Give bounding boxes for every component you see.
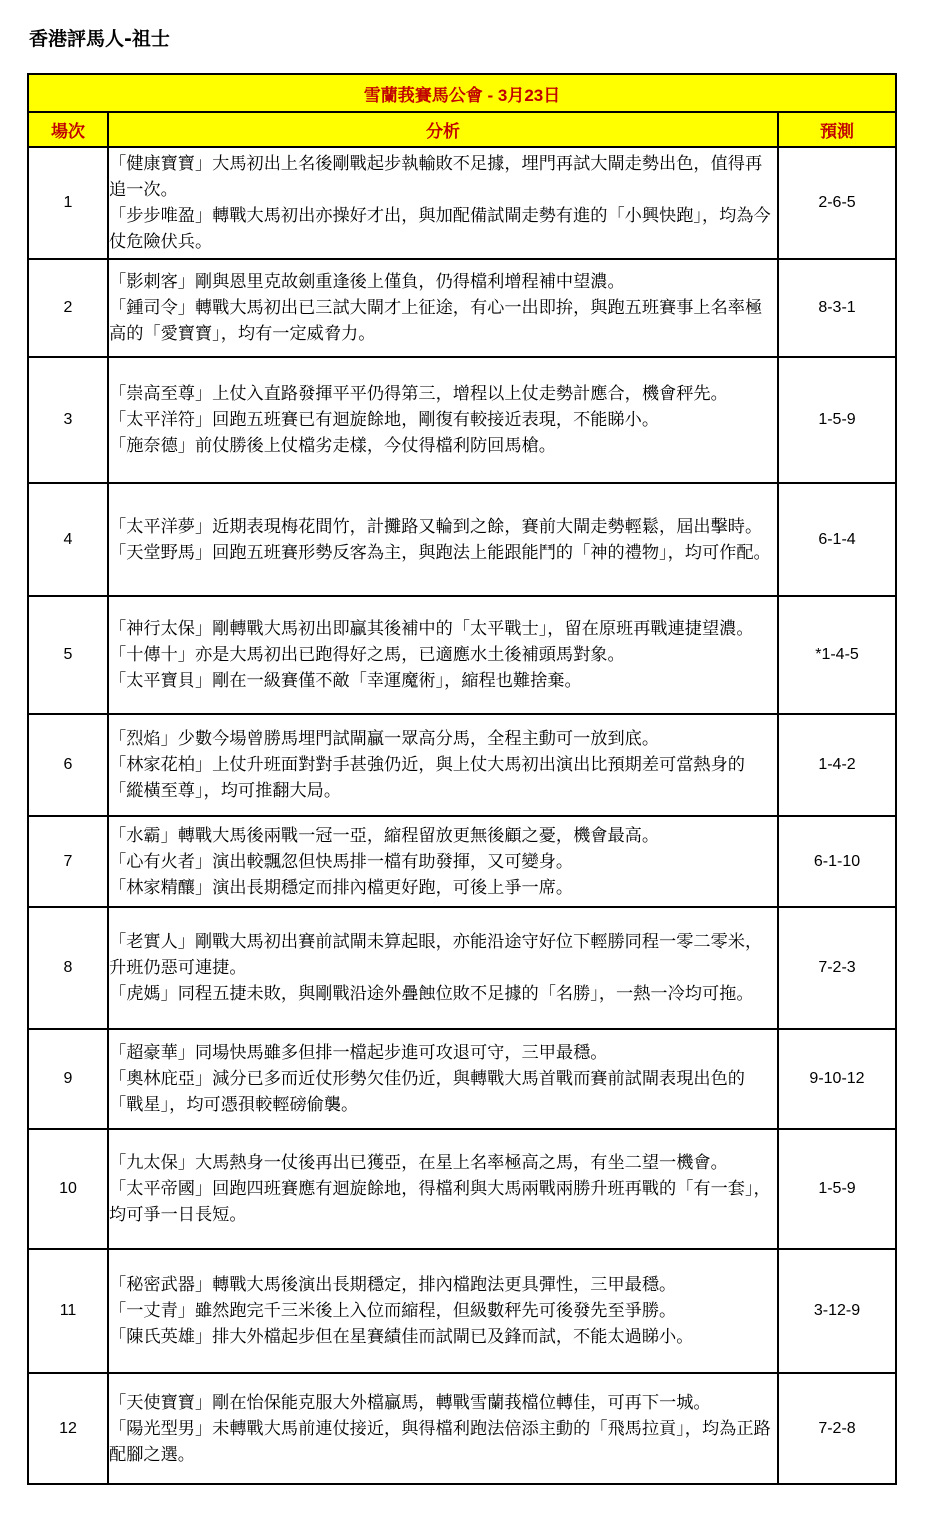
table-row	[28, 596, 896, 714]
analysis-line: 「天堂野馬」回跑五班賽形勢反客為主，與跑法上能跟能鬥的「神的禮物」，均可作配。	[109, 542, 771, 563]
race-prediction: 1-5-9	[778, 357, 896, 483]
race-prediction: 8-3-1	[778, 259, 896, 357]
header-prediction: 預測	[778, 112, 896, 147]
analysis-line: 「神行太保」剛轉戰大馬初出即贏其後補中的「太平戰士」，留在原班再戰連捷望濃。	[109, 619, 754, 639]
race-number: 8	[28, 907, 108, 1029]
race-number: 10	[28, 1129, 108, 1249]
analysis-line: 「老實人」剛戰大馬初出賽前試閘未算起眼，亦能沿途守好位下輕勝同程一零二零米，升班仍惡可連捷。	[109, 932, 763, 978]
table-title: 雪蘭莪賽馬公會 - 3月23日	[28, 74, 896, 112]
race-analysis	[108, 483, 778, 596]
analysis-line: 「影刺客」剛與恩里克故劍重逢後上僅負，仍得檔利增程補中望濃。	[109, 272, 625, 292]
race-number: 12	[28, 1373, 108, 1484]
analysis-line: 「奧林庇亞」減分已多而近仗形勢欠佳仍近，與轉戰大馬首戰而賽前試閘表現出色的「戰星」，均可憑孭較輕磅偷襲。	[109, 1069, 745, 1115]
analysis-line: 「鍾司令」轉戰大馬初出已三試大閘才上征途，有心一出即拚，與跑五班賽事上名率極高的「愛寶寶」，均有一定威脅力。	[109, 298, 763, 344]
header-analysis: 分析	[108, 112, 778, 147]
race-tips-table	[27, 73, 897, 1485]
table-row	[28, 1373, 896, 1484]
race-analysis	[108, 816, 778, 907]
race-number: 3	[28, 357, 108, 483]
race-prediction: 9-10-12	[778, 1029, 896, 1129]
table-row	[28, 147, 896, 259]
race-prediction: 7-2-3	[778, 907, 896, 1029]
analysis-line: 「太平帝國」回跑四班賽應有迴旋餘地，得檔利與大馬兩戰兩勝升班再戰的「有一套」，均可爭一日長短。	[109, 1179, 771, 1225]
race-prediction: 3-12-9	[778, 1249, 896, 1373]
analysis-line: 「太平寶貝」剛在一級賽僅不敵「幸運魔術」，縮程也難捨棄。	[109, 671, 582, 691]
table-row	[28, 357, 896, 483]
analysis-line: 「崇高至尊」上仗入直路發揮平平仍得第三，增程以上仗走勢計應合，機會秤先。	[109, 384, 728, 404]
analysis-line: 「虎媽」同程五捷未敗，與剛戰沿途外疊蝕位敗不足據的「名勝」，一熱一冷均可拖。	[109, 984, 754, 1004]
table-row	[28, 714, 896, 816]
race-number: 9	[28, 1029, 108, 1129]
table-row	[28, 816, 896, 907]
analysis-line: 「太平洋符」回跑五班賽已有迴旋餘地，剛復有較接近表現，不能睇小。	[109, 410, 660, 430]
race-prediction: 7-2-8	[778, 1373, 896, 1484]
race-analysis	[108, 1373, 778, 1484]
race-analysis	[108, 714, 778, 816]
analysis-line: 「健康寶寶」大馬初出上名後剛戰起步執輸敗不足據，埋門再試大閘走勢出色，值得再追一次。	[109, 154, 763, 200]
race-analysis	[108, 596, 778, 714]
race-analysis	[108, 147, 778, 259]
analysis-line: 「一丈青」雖然跑完千三米後上入位而縮程，但級數秤先可後發先至爭勝。	[109, 1301, 677, 1321]
analysis-line: 「超豪華」同場快馬雖多但排一檔起步進可攻退可守，三甲最穩。	[109, 1043, 608, 1063]
analysis-line: 「步步唯盈」轉戰大馬初出亦操好才出，與加配備試閘走勢有進的「小興快跑」，均為今仗危險伏兵。	[109, 206, 771, 252]
table-title-row	[28, 74, 896, 112]
analysis-line: 「太平洋夢」近期表現梅花間竹，計攤路又輪到之餘，賽前大閘走勢輕鬆，屆出擊時。	[109, 516, 763, 537]
analysis-line: 「秘密武器」轉戰大馬後演出長期穩定，排內檔跑法更具彈性，三甲最穩。	[109, 1275, 677, 1295]
analysis-line: 「林家花柏」上仗升班面對對手甚強仍近，與上仗大馬初出演出比預期差可當熱身的「縱橫至尊」，均可推翻大局。	[109, 755, 745, 801]
race-analysis	[108, 357, 778, 483]
race-prediction: 2-6-5	[778, 147, 896, 259]
analysis-line: 「陽光型男」未轉戰大馬前連仗接近，與得檔利跑法倍添主動的「飛馬拉貢」，均為正路配腳之選。	[109, 1418, 771, 1465]
analysis-line: 「十傳十」亦是大馬初出已跑得好之馬，已適應水土後補頭馬對象。	[109, 645, 625, 665]
race-number: 7	[28, 816, 108, 907]
race-number: 5	[28, 596, 108, 714]
table-row	[28, 483, 896, 596]
race-prediction: 1-4-2	[778, 714, 896, 816]
header-race: 場次	[28, 112, 108, 147]
race-number: 2	[28, 259, 108, 357]
race-prediction: *1-4-5	[778, 596, 896, 714]
race-number: 4	[28, 483, 108, 596]
race-analysis	[108, 1029, 778, 1129]
analysis-line: 「心有火者」演出較飄忽但快馬排一檔有助發揮，又可變身。	[109, 851, 574, 872]
race-prediction: 1-5-9	[778, 1129, 896, 1249]
race-analysis	[108, 1249, 778, 1373]
race-prediction: 6-1-4	[778, 483, 896, 596]
table-header-row	[28, 112, 896, 147]
race-prediction: 6-1-10	[778, 816, 896, 907]
analysis-line: 「水霸」轉戰大馬後兩戰一冠一亞，縮程留放更無後顧之憂，機會最高。	[109, 825, 660, 846]
analysis-line: 「烈焰」少數今場曾勝馬埋門試閘贏一眾高分馬，全程主動可一放到底。	[109, 729, 660, 749]
race-analysis	[108, 259, 778, 357]
analysis-line: 「天使寶寶」剛在怡保能克服大外檔贏馬，轉戰雪蘭莪檔位轉佳，可再下一城。	[109, 1392, 711, 1413]
table-row	[28, 1129, 896, 1249]
table-row	[28, 1249, 896, 1373]
analysis-line: 「陳氏英雄」排大外檔起步但在星賽績佳而試閘已及鋒而試，不能太過睇小。	[109, 1327, 694, 1347]
race-analysis	[108, 1129, 778, 1249]
analysis-line: 「施奈德」前仗勝後上仗檔劣走樣，今仗得檔利防回馬槍。	[109, 436, 556, 456]
race-analysis	[108, 907, 778, 1029]
table-row	[28, 259, 896, 357]
table-row	[28, 907, 896, 1029]
page-title: 香港評馬人-祖士	[29, 28, 170, 50]
race-number: 1	[28, 147, 108, 259]
analysis-line: 「九太保」大馬熱身一仗後再出已獲亞，在星上名率極高之馬，有坐二望一機會。	[109, 1153, 728, 1173]
analysis-line: 「林家精釀」演出長期穩定而排內檔更好跑，可後上爭一席。	[109, 877, 574, 898]
race-number: 11	[28, 1249, 108, 1373]
table-row	[28, 1029, 896, 1129]
race-number: 6	[28, 714, 108, 816]
